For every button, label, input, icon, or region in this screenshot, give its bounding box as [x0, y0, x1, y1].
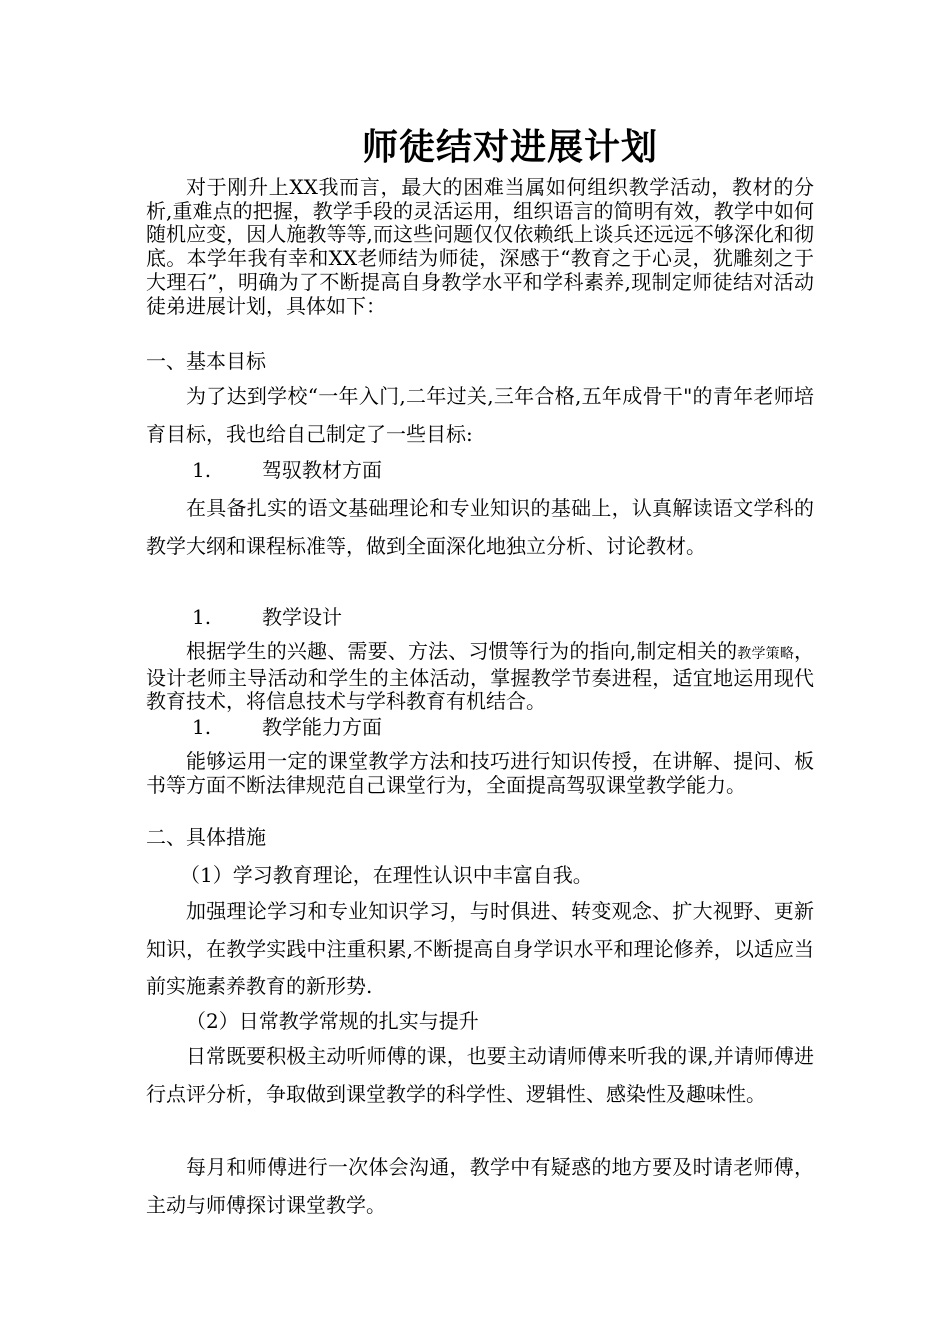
- document-title: 师徒结对进展计划: [361, 127, 658, 168]
- item2-paragraph: [146, 640, 814, 714]
- sub1-paragraph: 加强理论学习和专业知识学习，与时俱进、转变观念、扩大视野、更新知识，在教学实践中注重积累,不断提高自身学识水平和理论修养，以适应当前实施素养教育的新形势.: [146, 899, 814, 998]
- item1-number: 1.: [192, 458, 212, 482]
- sub1-heading: （1）学习教育理论，在理性认识中丰富自我。: [180, 863, 593, 887]
- item2-text-small: 教学策略: [737, 646, 795, 662]
- intro-paragraph: 对于刚升上XX我而言，最大的困难当属如何组织教学活动，教材的分析,重难点的把握，教学手段的灵活运用，组织语言的简明有效，教学中如何随机应变，因人施教等等,而这些问题仅仅依赖纸上谈兵还远远不够深化和彻底。本学年我有幸和XX老师结为师徒，深感于“教育之于心灵，犹雕刻之于大理石”，明确为了不断提高自身教学水平和学科素养,现制定师徒结对活动徒弟进展计划，具体如下：: [146, 175, 814, 318]
- section2-heading: 二、具体措施: [146, 825, 266, 849]
- item1-paragraph: 在具备扎实的语文基础理论和专业知识的基础上，认真解读语文学科的教学大纲和课程标准等，做到全面深化地独立分析、讨论教材。: [146, 496, 814, 558]
- item2-heading: [146, 604, 814, 630]
- sub2-paragraph-2: 每月和师傅进行一次体会沟通，教学中有疑惑的地方要及时请老师傅，主动与师傅探讨课堂教学。: [146, 1155, 814, 1217]
- sub2-heading: （2）日常教学常规的扎实与提升: [186, 1009, 479, 1033]
- item3-paragraph: 能够运用一定的课堂教学方法和技巧进行知识传授，在讲解、提问、板书等方面不断法律规范自己课堂行为，全面提高驾驭课堂教学能力。: [146, 749, 814, 797]
- section1-heading: 一、基本目标: [146, 349, 266, 373]
- item2-text-b: ，设计老师主导活动和学生的主体活动，掌握教学节奏进程，适宜地运用现代教育技术，将信息技术与学科教育有机结合。: [146, 639, 815, 714]
- item1-heading: [146, 457, 814, 483]
- item3-number: 1.: [192, 715, 212, 739]
- item3-label: 教学能力方面: [262, 715, 382, 739]
- item2-number: 1.: [192, 605, 212, 629]
- item3-heading: [146, 714, 814, 740]
- item1-label: 驾驭教材方面: [262, 458, 382, 482]
- item2-text-a: 根据学生的兴趣、需要、方法、习惯等行为的指向,制定相关的: [186, 639, 738, 663]
- item2-label: 教学设计: [262, 605, 342, 629]
- section1-paragraph: 为了达到学校“一年入门,二年过关,三年合格,五年成骨干"的青年老师培育目标，我也给自己制定了一些目标:: [146, 384, 814, 446]
- sub2-paragraph-1: 日常既要积极主动听师傅的课，也要主动请师傅来听我的课,并请师傅进行点评分析，争取做到课堂教学的科学性、逻辑性、感染性及趣味性。: [146, 1044, 814, 1106]
